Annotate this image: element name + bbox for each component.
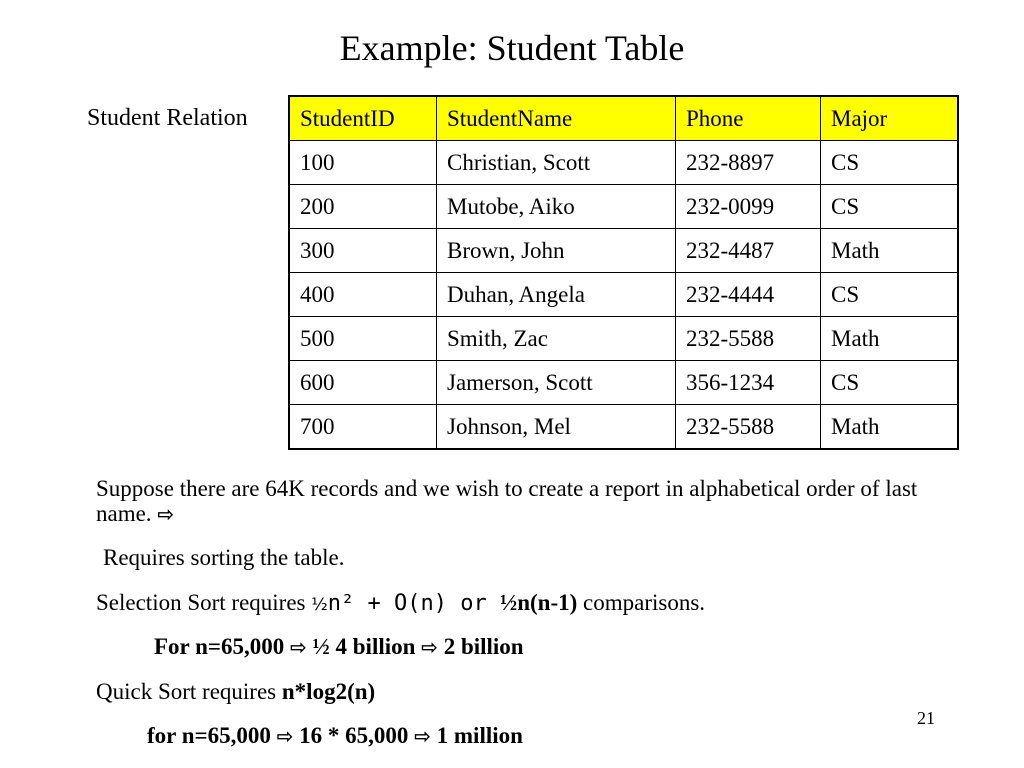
table-row: [289, 141, 958, 185]
paragraph-text: Quick Sort requires: [96, 679, 282, 704]
cell-studentname: Christian, Scott: [437, 141, 676, 185]
paragraph-quick-sort: [96, 679, 375, 704]
cell-phone: 232-5588: [676, 405, 821, 450]
cell-studentid: 400: [289, 273, 437, 317]
paragraph-selection-sort-example: [154, 634, 524, 660]
cell-major: Math: [821, 229, 959, 273]
table-row: [289, 185, 958, 229]
paragraph-text: Selection Sort requires: [96, 590, 312, 615]
fraction-half: ½: [311, 595, 328, 615]
table-row: [289, 361, 958, 405]
header-major: Major: [821, 96, 959, 141]
paragraph-64k-records: [96, 476, 976, 527]
cell-major: Math: [821, 317, 959, 361]
table-row: [289, 317, 958, 361]
cell-phone: 232-5588: [676, 317, 821, 361]
paragraph-requires-sorting: Requires sorting the table.: [103, 545, 345, 570]
text-segment: 16 * 65,000: [293, 723, 415, 748]
student-relation-label: Student Relation: [87, 105, 248, 131]
cell-phone: 356-1234: [676, 361, 821, 405]
formula-nlogn: n*log2(n): [281, 679, 376, 704]
arrow-icon: ⇨: [157, 502, 175, 526]
cell-studentname: Johnson, Mel: [437, 405, 676, 450]
cell-studentid: 500: [289, 317, 437, 361]
formula-half-n-n-1: ½n(n-1): [499, 590, 578, 615]
cell-studentid: 600: [289, 361, 437, 405]
formula-or: or: [446, 591, 500, 616]
arrow-icon: ⇨: [414, 724, 431, 748]
table-row: [289, 273, 958, 317]
table-row: [289, 405, 958, 450]
cell-studentid: 200: [289, 185, 437, 229]
paragraph-text: comparisons.: [577, 590, 706, 615]
cell-studentid: 100: [289, 141, 437, 185]
cell-studentid: 300: [289, 229, 437, 273]
arrow-icon: ⇨: [290, 635, 307, 659]
arrow-icon: ⇨: [421, 635, 438, 659]
text-segment: For n=65,000: [154, 634, 290, 659]
header-studentid: StudentID: [289, 96, 437, 141]
slide-title: Example: Student Table: [339, 28, 685, 68]
cell-major: CS: [821, 141, 959, 185]
cell-phone: 232-0099: [676, 185, 821, 229]
paragraph-selection-sort: [96, 590, 705, 618]
cell-major: CS: [821, 361, 959, 405]
table-row: [289, 229, 958, 273]
text-segment: ½ 4 billion: [306, 634, 422, 659]
arrow-icon: ⇨: [276, 724, 294, 748]
header-studentname: StudentName: [437, 96, 676, 141]
cell-studentid: 700: [289, 405, 437, 450]
formula-n-squared: n² + O(n): [327, 591, 447, 616]
text-segment: 2 billion: [437, 634, 524, 659]
cell-studentname: Duhan, Angela: [437, 273, 676, 317]
cell-studentname: Smith, Zac: [437, 317, 676, 361]
table-header-row: [289, 96, 958, 141]
text-segment: for n=65,000: [147, 723, 277, 748]
page-number: 21: [917, 708, 935, 728]
cell-major: Math: [821, 405, 959, 450]
cell-phone: 232-4487: [676, 229, 821, 273]
cell-phone: 232-8897: [676, 141, 821, 185]
cell-studentname: Jamerson, Scott: [437, 361, 676, 405]
text-segment: 1 million: [430, 723, 523, 748]
cell-studentname: Mutobe, Aiko: [437, 185, 676, 229]
paragraph-quick-sort-example: [147, 723, 523, 749]
paragraph-text: Suppose there are 64K records and we wish to create a report in alphabetical order of last name.: [96, 476, 918, 526]
student-table: [288, 95, 959, 450]
cell-major: CS: [821, 185, 959, 229]
cell-phone: 232-4444: [676, 273, 821, 317]
header-phone: Phone: [676, 96, 821, 141]
cell-major: CS: [821, 273, 959, 317]
cell-studentname: Brown, John: [437, 229, 676, 273]
